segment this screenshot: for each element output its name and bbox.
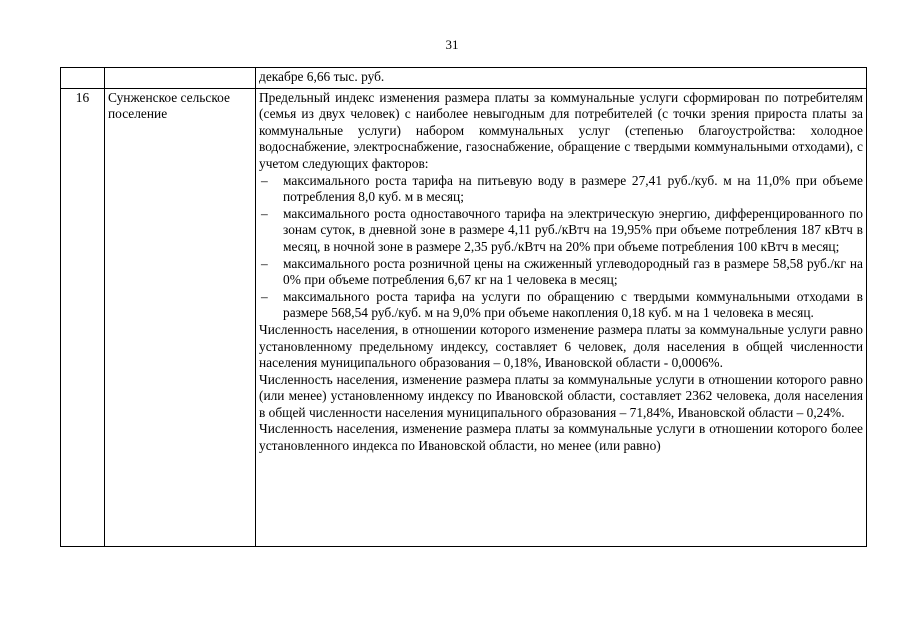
description-cell xyxy=(256,68,867,89)
factor-item xyxy=(259,289,863,322)
table-row xyxy=(61,68,867,89)
dash-bullet: – xyxy=(261,288,268,304)
factor-text: максимального роста тарифа на услуги по обращению с твердыми коммунальными отходами в размере 568,54 руб./куб. м на 9,0% при объеме накопления 0,18 куб. м на 1 человека в месяц. xyxy=(283,288,863,321)
dash-bullet: – xyxy=(261,205,268,221)
factor-text: максимального роста тарифа на питьевую воду в размере 27,41 руб./куб. м на 11,0% при объеме потребления 8,0 куб. м в месяц; xyxy=(283,172,863,205)
factor-item xyxy=(259,206,863,256)
continuation-text: декабре 6,66 тыс. руб. xyxy=(259,69,385,84)
dash-bullet: – xyxy=(261,172,268,188)
row-number-cell xyxy=(61,68,105,89)
factor-text: максимального роста одноставочного тарифа на электрическую энергию, дифференцированного по зонам суток, в дневной зоне в размере 4,11 руб./кВтч на 19,95% при объеме потребления 187 кВтч в месяц, в ночной зоне в размере 2,35 руб./кВтч на 20% при объеме потребления 100 кВтч в месяц; xyxy=(283,205,863,254)
factors-list xyxy=(259,173,863,322)
population-paragraph: Численность населения, изменение размера платы за коммунальные услуги в отношении которого более установленного индекса по Ивановской области, но менее (или равно) xyxy=(259,421,863,454)
document-table xyxy=(60,67,867,547)
row-number-cell: 16 xyxy=(61,88,105,546)
factor-text: максимального роста розничной цены на сжиженный углеводородный газ в размере 58,58 руб./кг на 0% при объеме потребления 6,67 кг на 1 человека в месяц; xyxy=(283,255,863,288)
intro-paragraph: Предельный индекс изменения размера платы за коммунальные услуги сформирован по потребителям (семья из двух человек) с наиболее невыгодным для потребителей (с точки зрения прироста платы за коммунальные услуги) набором коммунальных услуг (степенью благоустройства: холодное водоснабжение, электроснабжение, газоснабжение, обращение с твердыми коммунальными отходами), с учетом следующих факторов: xyxy=(259,89,863,171)
settlement-name-cell xyxy=(105,68,256,89)
dash-bullet: – xyxy=(261,255,268,271)
description-cell xyxy=(256,88,867,546)
factor-item xyxy=(259,256,863,289)
population-paragraph: Численность населения, в отношении которого изменение размера платы за коммунальные услуги равно установленному предельному индексу, составляет 6 человек, доля населения в общей численности населения муниципального образования – 0,18%, Ивановской области - 0,0006%. xyxy=(259,321,863,371)
population-paragraph: Численность населения, изменение размера платы за коммунальные услуги в отношении которого равно (или менее) установленному индексу по Ивановской области, составляет 2362 человека, доля населения в общей численности населения муниципального образования – 71,84%, Ивановской области – 0,24%. xyxy=(259,371,863,420)
factor-item xyxy=(259,173,863,206)
page-number: 31 xyxy=(445,37,459,52)
settlement-name-cell: Сунженское сельское поселение xyxy=(105,88,256,546)
table-row xyxy=(61,88,867,546)
